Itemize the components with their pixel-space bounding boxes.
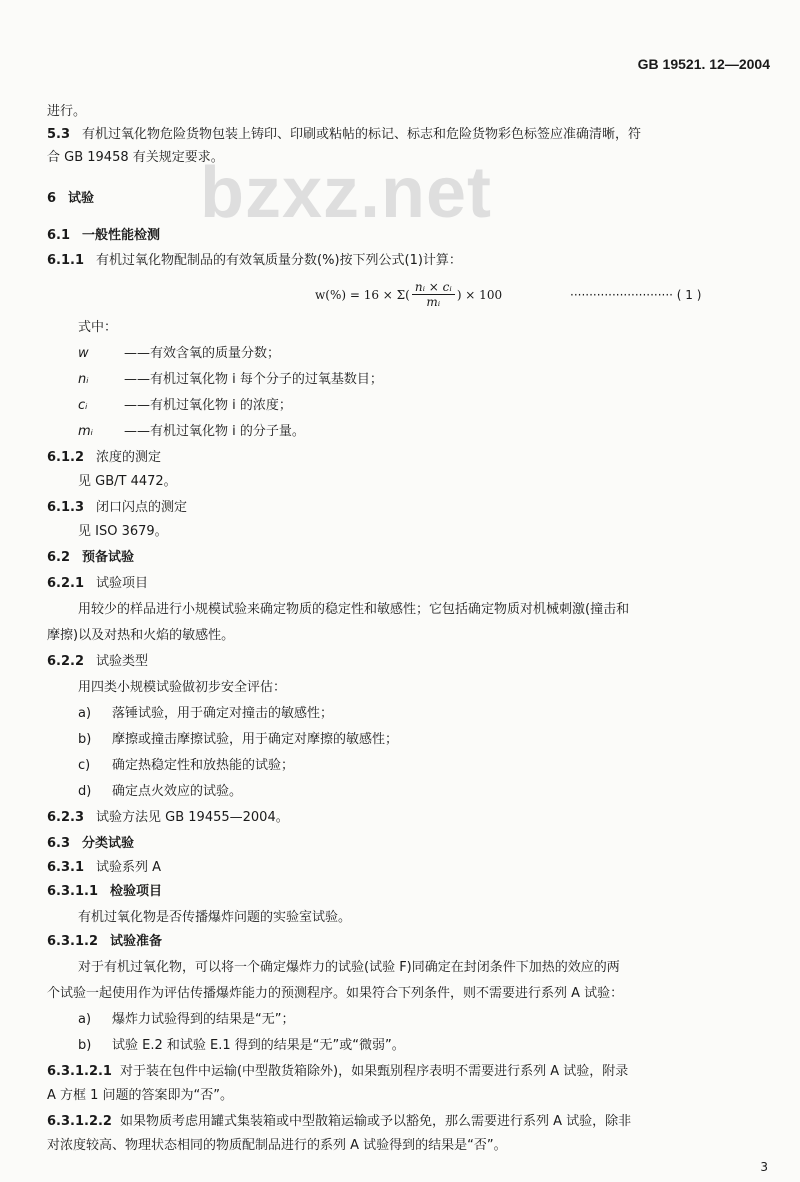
- text-line: 进行。: [47, 104, 87, 119]
- text-line: 摩擦)以及对热和火焰的敏感性。: [47, 628, 235, 643]
- clause-6-1-heading: 6.1 一般性能检测: [47, 228, 161, 243]
- formula-fraction: $\frac{\text{nᵢ × cᵢ}}{\text{mᵢ}}$: [412, 280, 455, 309]
- list-item: b) 试验 E.2 和试验 E.1 得到的结果是“无”或“微弱”。: [78, 1038, 405, 1053]
- standard-number: GB 19521. 12—2004: [637, 56, 770, 72]
- clause-6-2-2: 6.2.2 试验类型: [47, 654, 149, 669]
- text-line: 合 GB 19458 有关规定要求。: [47, 150, 224, 165]
- list-item: c) 确定热稳定性和放热能的试验；: [78, 758, 295, 773]
- clause-6-3-1-2-2: 6.3.1.2.2 如果物质考虑用罐式集装箱或中型散箱运输或予以豁免，那么需要进行系列 A 试验，除非: [47, 1114, 632, 1129]
- list-item: a) 落锤试验，用于确定对撞击的敏感性；: [78, 706, 334, 721]
- clause-6-3-1: 6.3.1 试验系列 A: [47, 860, 162, 875]
- where-item: cᵢ ——有机过氧化物 i 的浓度；: [78, 398, 292, 413]
- page-number: 3: [760, 1160, 768, 1174]
- clause-6-3-1-2: 6.3.1.2 试验准备: [47, 934, 163, 949]
- list-item: b) 摩擦或撞击摩擦试验，用于确定对摩擦的敏感性；: [78, 732, 399, 747]
- clause-5-3: 5.3 有机过氧化物危险货物包装上铸印、印刷或粘帖的标记、标志和危险货物彩色标签应准确清晰，符: [47, 127, 642, 142]
- list-item: d) 确定点火效应的试验。: [78, 784, 243, 799]
- clause-6-2-heading: 6.2 预备试验: [47, 550, 135, 565]
- clause-6-2-1: 6.2.1 试验项目: [47, 576, 149, 591]
- oxygen-formula: w(%) = 16 × Σ( $\frac{\text{nᵢ × cᵢ}}{\text{mᵢ}}$ ) × 100: [315, 280, 503, 309]
- where-item: mᵢ ——有机过氧化物 i 的分子量。: [78, 424, 305, 439]
- section-6-heading: 6 试验: [47, 191, 95, 206]
- text-line: 见 ISO 3679。: [78, 524, 168, 539]
- clause-6-3-1-2-1: 6.3.1.2.1 对于装在包件中运输(中型散货箱除外)，如果甄别程序表明不需要进行系列 A 试验，附录: [47, 1064, 629, 1079]
- text-line: 个试验一起使用作为评估传播爆炸能力的预测程序。如果符合下列条件，则不需要进行系列 A 试验：: [47, 986, 624, 1001]
- equation-number: ··························· ( 1 ): [570, 288, 702, 302]
- text-line: 用较少的样品进行小规模试验来确定物质的稳定性和敏感性；它包括确定物质对机械刺激(撞击和: [78, 602, 630, 617]
- clause-6-1-3: 6.1.3 闭口闪点的测定: [47, 500, 188, 515]
- text-line: 有机过氧化物是否传播爆炸问题的实验室试验。: [78, 910, 352, 925]
- text-line: 见 GB/T 4472。: [78, 474, 177, 489]
- where-item: nᵢ ——有机过氧化物 i 每个分子的过氧基数目；: [78, 372, 383, 387]
- watermark-text: bzxz.net: [200, 153, 493, 233]
- clause-6-3-heading: 6.3 分类试验: [47, 836, 135, 851]
- where-intro: 式中：: [78, 320, 118, 335]
- clause-6-3-1-1: 6.3.1.1 检验项目: [47, 884, 163, 899]
- clause-6-1-1: 6.1.1 有机过氧化物配制品的有效氧质量分数(%)按下列公式(1)计算：: [47, 253, 462, 268]
- text-line: 对于有机过氧化物，可以将一个确定爆炸力的试验(试验 F)同确定在封闭条件下加热的效应的两: [78, 960, 620, 975]
- clause-6-1-2: 6.1.2 浓度的测定: [47, 450, 162, 465]
- text-line: A 方框 1 问题的答案即为“否”。: [47, 1088, 234, 1103]
- text-line: 对浓度较高、物理状态相同的物质配制品进行的系列 A 试验得到的结果是“否”。: [47, 1138, 507, 1153]
- text-line: 用四类小规模试验做初步安全评估：: [78, 680, 287, 695]
- where-item: w ——有效含氧的质量分数；: [78, 346, 281, 361]
- list-item: a) 爆炸力试验得到的结果是“无”；: [78, 1012, 295, 1027]
- clause-6-2-3: 6.2.3 试验方法见 GB 19455—2004。: [47, 810, 289, 825]
